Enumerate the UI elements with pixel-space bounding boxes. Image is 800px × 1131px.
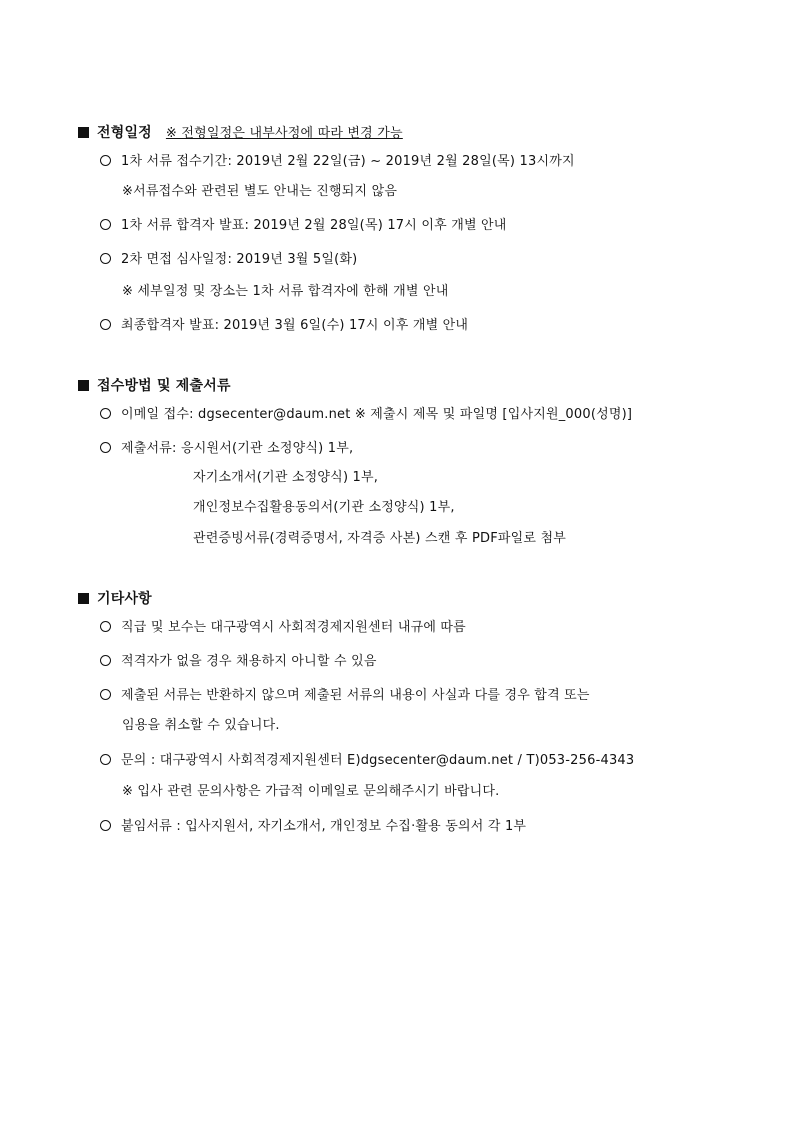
submission-doc: 관련증빙서류(경력증명서, 자격증 사본) 스캔 후 PDF파일로 첨부 bbox=[193, 531, 566, 546]
etc-item-contact: 문의 : 대구광역시 사회적경제지원센터 E)dgsecenter@daum.net / T)053-256-4343 bbox=[100, 752, 634, 770]
circle-bullet-icon bbox=[100, 408, 111, 419]
circle-bullet-icon bbox=[100, 655, 111, 666]
submission-doc: 자기소개서(기관 소정양식) 1부, bbox=[193, 470, 379, 485]
circle-bullet-icon bbox=[100, 219, 111, 230]
schedule-item: 2차 면접 심사일정: 2019년 3월 5일(화) bbox=[100, 251, 357, 269]
circle-bullet-icon bbox=[100, 689, 111, 700]
section-heading-etc: 기타사항 bbox=[78, 590, 152, 608]
schedule-item: 1차 서류 합격자 발표: 2019년 2월 28일(목) 17시 이후 개별 안내 bbox=[100, 217, 507, 235]
circle-bullet-icon bbox=[100, 319, 111, 330]
circle-bullet-icon bbox=[100, 155, 111, 166]
etc-item-continuation: 임용을 취소할 수 있습니다. bbox=[122, 718, 280, 733]
submission-doc: 개인정보수집활용동의서(기관 소정양식) 1부, bbox=[193, 500, 455, 515]
circle-bullet-icon bbox=[100, 820, 111, 831]
submission-item: 제출서류: 응시원서(기관 소정양식) 1부, bbox=[100, 440, 353, 458]
schedule-subnote: ※서류접수와 관련된 별도 안내는 진행되지 않음 bbox=[122, 184, 398, 199]
submission-item: 이메일 접수: dgsecenter@daum.net ※ 제출시 제목 및 파일명 [입사지원_000(성명)] bbox=[100, 406, 632, 424]
square-bullet-icon bbox=[78, 380, 89, 391]
etc-item-attachments: 붙임서류 : 입사지원서, 자기소개서, 개인정보 수집·활용 동의서 각 1부 bbox=[100, 818, 526, 836]
circle-bullet-icon bbox=[100, 442, 111, 453]
circle-bullet-icon bbox=[100, 621, 111, 632]
etc-item: 적격자가 없을 경우 채용하지 아니할 수 있음 bbox=[100, 653, 377, 671]
square-bullet-icon bbox=[78, 127, 89, 138]
schedule-subnote: ※ 세부일정 및 장소는 1차 서류 합격자에 한해 개별 안내 bbox=[122, 284, 449, 299]
schedule-note: ※ 전형일정은 내부사정에 따라 변경 가능 bbox=[165, 126, 403, 141]
square-bullet-icon bbox=[78, 593, 89, 604]
etc-item: 제출된 서류는 반환하지 않으며 제출된 서류의 내용이 사실과 다를 경우 합격 또는 bbox=[100, 687, 590, 705]
schedule-item: 최종합격자 발표: 2019년 3월 6일(수) 17시 이후 개별 안내 bbox=[100, 317, 468, 335]
etc-subnote: ※ 입사 관련 문의사항은 가급적 이메일로 문의해주시기 바랍니다. bbox=[122, 784, 500, 799]
circle-bullet-icon bbox=[100, 253, 111, 264]
section-heading-schedule: 전형일정 ※ 전형일정은 내부사정에 따라 변경 가능 bbox=[78, 124, 403, 143]
section-heading-submission: 접수방법 및 제출서류 bbox=[78, 377, 231, 395]
schedule-item: 1차 서류 접수기간: 2019년 2월 22일(금) ~ 2019년 2월 28일(목) 13시까지 bbox=[100, 153, 575, 171]
etc-item: 직급 및 보수는 대구광역시 사회적경제지원센터 내규에 따름 bbox=[100, 619, 466, 637]
circle-bullet-icon bbox=[100, 754, 111, 765]
